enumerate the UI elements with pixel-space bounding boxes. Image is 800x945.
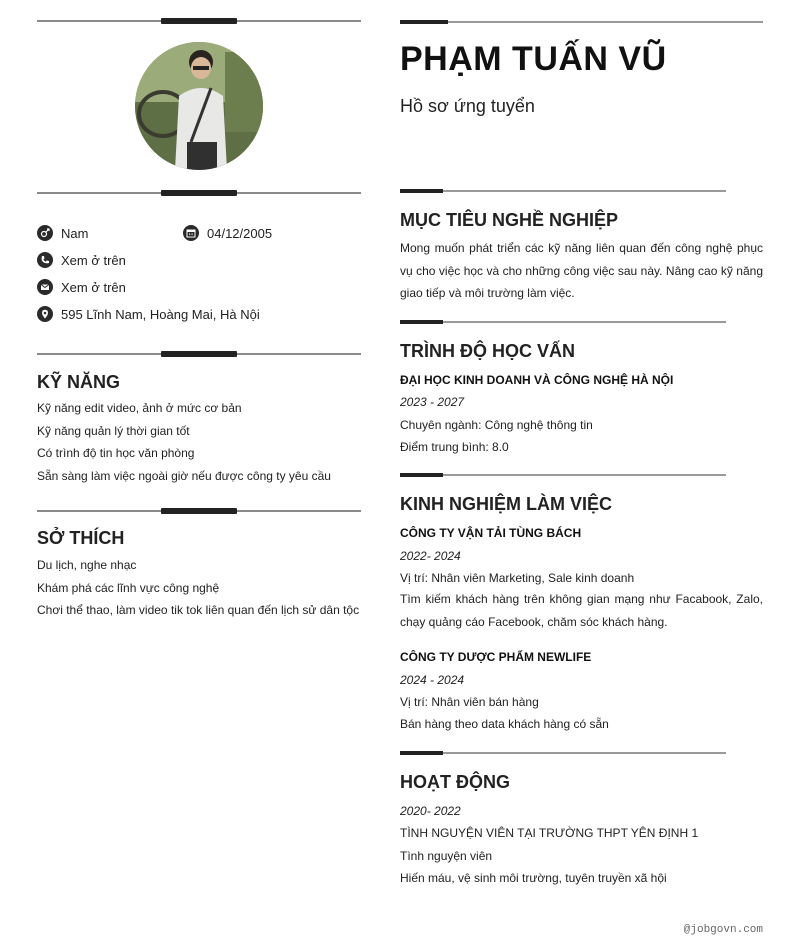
job-description: Tìm kiếm khách hàng trên không gian mạng như Facabook, Zalo, chạy quảng cáo Facebook, chăm sóc khách hàng. [400, 592, 763, 629]
activity-role: Tình nguyện viên [400, 849, 493, 863]
email-row [37, 279, 126, 295]
activity-organization: TÌNH NGUYỆN VIÊN TẠI TRƯỜNG THPT YÊN ĐỊNH 1 [400, 826, 699, 840]
top-divider-right [400, 21, 763, 23]
avatar-photo [135, 42, 263, 170]
job-company: CÔNG TY DƯỢC PHẨM NEWLIFE [400, 650, 592, 664]
skill-item: Có trình độ tin học văn phòng [37, 446, 195, 460]
profile-divider-left [37, 192, 361, 194]
objective-title: MỤC TIÊU NGHỀ NGHIỆP [400, 210, 619, 230]
birthdate-row [183, 225, 272, 241]
experience-divider [400, 474, 726, 476]
hobby-item: Chơi thể thao, làm video tik tok liên quan đến lịch sử dân tộc [37, 603, 360, 617]
hobby-item: Khám phá các lĩnh vực công nghệ [37, 580, 220, 595]
job-period: 2024 - 2024 [400, 673, 465, 687]
skill-item: Kỹ năng quản lý thời gian tốt [37, 423, 190, 438]
location-pin-icon [37, 306, 53, 322]
education-title: TRÌNH ĐỘ HỌC VẤN [400, 341, 575, 361]
job-period: 2022- 2024 [400, 549, 461, 563]
skills-title: KỸ NĂNG [37, 372, 121, 392]
education-gpa: Điểm trung bình: 8.0 [400, 440, 509, 454]
watermark: @jobgovn.com [683, 924, 763, 936]
hobbies-list [37, 554, 359, 622]
job-position: Vị trí: Nhân viên Marketing, Sale kinh doanh [400, 571, 635, 585]
skill-item: Kỹ năng edit video, ảnh ở mức cơ bản [37, 401, 242, 415]
gender-value: Nam [61, 225, 89, 241]
activities-title: HOẠT ĐỘNG [400, 772, 510, 792]
objective-divider [400, 190, 726, 192]
hobby-item: Du lịch, nghe nhạc [37, 558, 137, 572]
address-value: 595 Lĩnh Nam, Hoàng Mai, Hà Nội [61, 306, 260, 322]
hobbies-divider [37, 510, 361, 512]
phone-icon [37, 252, 53, 268]
activities-divider [400, 752, 726, 754]
phone-value: Xem ở trên [61, 252, 126, 268]
envelope-icon [37, 279, 53, 295]
education-divider [400, 321, 726, 323]
activity-description: Hiến máu, vệ sinh môi trường, tuyên truyền xã hội [400, 871, 667, 885]
activity-period: 2020- 2022 [400, 804, 461, 818]
education-period: 2023 - 2027 [400, 395, 465, 409]
skill-item: Sẵn sàng làm việc ngoài giờ nếu được công ty yêu cầu [37, 468, 331, 483]
avatar [135, 42, 263, 170]
document-subtitle: Hồ sơ ứng tuyển [400, 96, 535, 116]
skills-list [37, 397, 331, 487]
gender-row [37, 225, 88, 241]
skills-divider [37, 353, 361, 355]
gender-icon [37, 225, 53, 241]
experience-title: KINH NGHIỆM LÀM VIỆC [400, 494, 613, 514]
phone-row [37, 252, 126, 268]
address-row [37, 306, 260, 322]
hobbies-title: SỞ THÍCH [37, 528, 125, 548]
school-name: ĐẠI HỌC KINH DOANH VÀ CÔNG NGHỆ HÀ NỘI [400, 373, 674, 387]
calendar-icon [183, 225, 199, 241]
candidate-name: PHẠM TUẤN VŨ [400, 40, 667, 78]
job-position: Vị trí: Nhân viên bán hàng [400, 695, 539, 709]
email-value: Xem ở trên [61, 279, 126, 295]
job-description: Bán hàng theo data khách hàng có sẵn [400, 717, 609, 731]
objective-text: Mong muốn phát triển các kỹ năng liên quan đến công nghệ phục vụ cho việc học và cho những công việc sau này. Nâng cao kỹ năng giao tiếp và môi trường làm việc. [400, 241, 763, 300]
birthdate-value: 04/12/2005 [207, 225, 273, 241]
job-company: CÔNG TY VẬN TẢI TÙNG BÁCH [400, 526, 582, 540]
education-major: Chuyên ngành: Công nghệ thông tin [400, 418, 593, 432]
top-divider-left [37, 20, 361, 22]
